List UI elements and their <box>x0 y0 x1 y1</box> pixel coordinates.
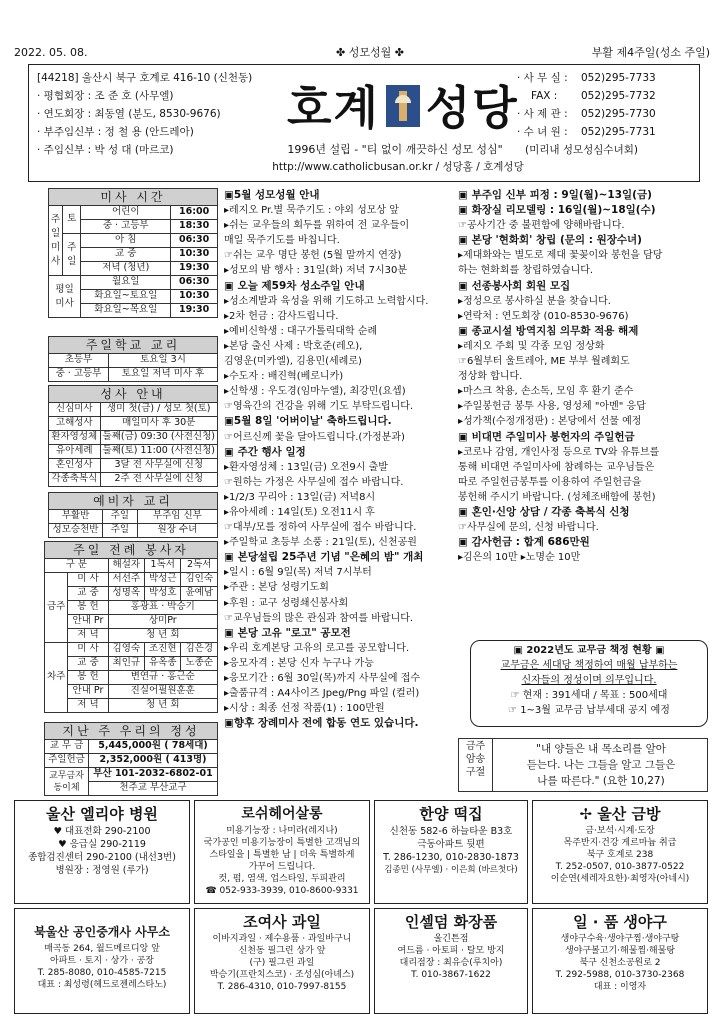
notice-line: ▸정성으로 봉사하실 분을 찾습니다. <box>458 295 611 307</box>
ad-fruit-shop: 조여사 과일 이바지과일 · 제수용품 · 과일바구니 신천동 필그린 상가 앞 (구) 필그린 과일 박승기(프란치스코) · 조성심(아녜스) T. 286-4310, 010-7997-8155 <box>194 908 370 1014</box>
notice-line: ▸주관 : 본당 성령기도회 <box>224 582 329 594</box>
notice-line: ▸성소계발과 육성을 위해 기도하고 노력합시다. <box>224 295 429 307</box>
notice-line: ▸코로나 감염, 개인사정 등으로 TV와 유튜브를 <box>458 446 660 458</box>
notice-line: ▸2차 헌금 : 감사드립니다. <box>224 310 339 322</box>
notice-line: ☞대부/모를 정하여 사무실에 접수 바랍니다. <box>224 522 417 534</box>
notice-line: ☞교우님들의 많은 관심과 참여를 바랍니다. <box>224 612 414 624</box>
established: 1996년 설립 - "티 없이 깨끗하신 성모 성심" <box>287 143 503 156</box>
rectory-phone: · 사 제 관 : 052)295-7730 <box>517 108 656 120</box>
notice-heading: ▣5월 성모성월 안내 <box>224 189 320 201</box>
notice-heading: ▣ 혼인·신앙 상담 / 각종 축복식 신청 <box>458 505 630 518</box>
notice-line: ☞쉬는 교우 명단 봉헌 (5월 말까지 연장) <box>224 250 402 262</box>
notice-line: ▸본당 출신 사제 : 박호준(레오), <box>224 340 363 352</box>
notice-heading: ▣ 본당 고유 "로고" 공모전 <box>224 626 351 639</box>
header-right <box>517 69 695 159</box>
funeral-leader: · 연도회장 : 최동열 (분도, 8530-9676) <box>37 108 221 120</box>
notice-line: ▸마스크 착용, 손소독, 모임 후 환기 준수 <box>458 386 634 398</box>
notice-line: ▸응모자격 : 본당 신자 누구나 가능 <box>224 657 374 669</box>
tithe-box: ▣ 2022년도 교무금 책정 현황 ▣ 교무금은 세대당 책정하여 매월 납부하는 신자들의 정성이며 의무입니다. ☞ 현재 : 391세대 / 목표 : 500세대 ☞ 1~3월 교무금 납부세대 공지 예정 <box>470 640 708 727</box>
notice-line: ☞6월부터 울트레아, ME 부부 월례회도 <box>458 356 630 368</box>
notice-line: 정상화 합니다. <box>458 371 523 383</box>
notice-line: ☞원하는 가정은 사무실에 접수 바랍니다. <box>224 476 404 488</box>
ad-rice-cake: 한양 떡집 신천동 582-6 하늘타운 B3호 극동아파트 뒷편 T. 286-1230, 010-2830-1873 김종민 (사무엘) · 이은희 (바르첫다) <box>374 800 528 904</box>
notice-line: ▸주일학교 초등부 소풍 : 21일(토), 신천공원 <box>224 537 417 549</box>
mass-table: 주 일 미 사 토 어린이 16:00 중 · 고등부 18:30 주 일 아 침 06:30 교 중 10:30 저녁 (청년) 19:30 평일 미사 월요일 06:30 화요일~토요일 10:30 화요일~목요일 19:30 <box>48 205 218 318</box>
notice-heading: ▣ 본당설립 25주년 기념 "은혜의 밤" 개최 <box>224 551 424 564</box>
notice-line: ▸레지오 Pr.별 묵주기도 : 야외 성모상 앞 <box>224 205 399 217</box>
servers-table: 주일 전례 봉사자 구 분 해설자 1독서 2독서 금주 미 사 서선주 박성근 김인숙 교 중 성명옥 박성호 윤예남 봉 헌 홍광표 · 박승기 안내 Pr 상미Pr 저 녁 청 년 회 차주 미 사 김영숙 조진현 김은경 교 중 최인규 유옥종 노종순 봉 헌 변연규 · 홍근순 안내 Pr 진실어필원훈훈 저 녁 청 년 회 <box>44 541 218 713</box>
notice-heading: ▣ 비대면 주일미사 봉헌자의 주일헌금 <box>458 430 635 443</box>
notice-line: ▸우리 호계본당 고유의 로고를 공모합니다. <box>224 642 410 654</box>
notice-line: 하는 현화회를 창립하였습니다. <box>458 265 594 277</box>
statue-icon <box>386 85 420 127</box>
mass-title: 미사 시간 <box>48 188 218 205</box>
assistant-priest: · 부주임신부 : 정 철 용 (안드레아) <box>37 126 194 138</box>
notice-line: ☞어르신께 꽃을 달아드립니다.(가정분과) <box>224 431 405 443</box>
month-title: ✤ 성모성월 ✤ <box>336 46 404 59</box>
notice-line: ▸신학생 : 우도경(임마누엘), 최강민(요셉) <box>224 386 406 398</box>
notice-line: ▸예비신학생 : 대구가톨릭대학 순례 <box>224 325 378 337</box>
header-box <box>28 64 700 182</box>
logo-text-left: 호계 <box>287 81 380 135</box>
notice-line: ▸시상 : 최종 선정 작품(1) : 100만원 <box>224 703 385 715</box>
notice-heading: ▣ 부주임 신부 피정 : 9일(월)~13일(금) <box>458 189 652 201</box>
mass-times <box>48 188 218 318</box>
notice-line: 봉헌해 주시기 바랍니다. (성체조배함에 봉헌) <box>458 491 656 503</box>
website[interactable]: http://www.catholicbusan.or.kr / 성당홈 / 호계성당 <box>272 161 524 173</box>
notice-line: 따로 주일헌금봉투를 이용하여 주일헌금을 <box>458 476 642 488</box>
ad-gold-shop: ✢ 울산 금방 금·보석·시계·도장 목주반지·건강 게르마늄 취급 북구 호계로 238 T. 252-0507, 010-3877-0522 이순연(세레자요한)·최영자(아네시) <box>532 800 708 904</box>
parish-logo <box>287 79 519 135</box>
fax: FAX : 052)295-7732 <box>531 90 656 102</box>
notice-line: ▸후원 : 교구 성령쇄신봉사회 <box>224 597 349 609</box>
bulletin-date: 2022. 05. 08. <box>14 46 88 59</box>
notice-line: ▸환자영성체 : 13일(금) 오전9시 출발 <box>224 461 388 473</box>
notice-line: ▸성모의 밤 행사 : 31일(화) 저녁 7시30분 <box>224 265 407 277</box>
middle-notices <box>224 188 456 731</box>
ad-restaurant: 일 ⋅ 품 생야구 생야구수육·생야구찜·생야구탕 생야구볼고기·해물찜·해물탕 북구 신천소공원로 2 T. 292-5988, 010-3730-2368 대표 : 이영자 <box>532 908 708 1014</box>
notice-line: ▸출품규격 : A4사이즈 Jpeg/Png 파일 (컬러) <box>224 688 420 700</box>
notice-line: 매일 묵주기도를 바칩니다. <box>224 235 340 247</box>
notice-line: ▸주일봉헌금 봉투 사용, 영성체 "아멘" 응답 <box>458 401 646 413</box>
memorize-verse: 금주 암송 구절 "내 양들은 내 목소리를 알아 듣는다. 나는 그들을 알고 그들은 나를 따른다." (요한 10,27) <box>458 738 708 792</box>
logo-text-right: 성당 <box>425 81 519 135</box>
ad-cosmetics: 인셀덤 화장품 울긴튼점 여드름 · 아토피 · 탈모 방지 대리점장 : 최유승(루치아) T. 010-3867-1622 <box>374 908 528 1014</box>
notice-line: ▸일시 : 6월 9일(목) 저녁 7시부터 <box>224 567 372 579</box>
notice-line: ☞공사기간 중 불편함에 양해바랍니다. <box>458 220 625 232</box>
sacrament-table: 성사 안내 신심미사 생미 첫(금) / 성모 첫(토) 고해성사 매일미사 후 30분 환자영성체 둘째(금) 09:30 (사전신청) 유아세례 둘째(토) 11:00 (사전신청) 혼인성사 3달 전 사무실에 신청 각종축복식 2주 전 사무실에 신청 <box>48 385 218 487</box>
notice-line: ▸수도자 : 배진혁(베로니카) <box>224 371 344 383</box>
right-notices <box>458 188 706 565</box>
notice-line: ▸제대화와는 별도로 제대 꽃꽂이와 봉헌을 담당 <box>458 250 663 262</box>
notice-line: ☞영육간의 건강을 위해 기도 부탁드립니다. <box>224 401 414 413</box>
notice-line: ▸레지오 주회 및 각종 모임 정상화 <box>458 340 605 352</box>
address: [44218] 울산시 북구 호계로 416-10 (신천동) <box>37 72 253 84</box>
ad-realty: 북울산 공인중개사 사무소 매곡동 264, 월드메르디앙 앞 아파트 · 토지 · 상가 · 공장 T. 285-8080, 010-4585-7215 대표 : 최성령(헤드로젠레스타노) <box>14 908 190 1014</box>
sunday-title: 부활 제4주일(성소 주일) <box>591 46 710 59</box>
ad-hospital: 울산 엘리야 병원 ♥ 대표전화 290-2100 ♥ 응급실 290-2119 종합검진센터 290-2100 (내선3번) 병원장 : 정영원 (루가) <box>14 800 190 904</box>
ad-hair-salon: 로쉬헤어살롱 미용기능장 : 나미라(레지나) 국가공인 미용기능장이 특별한 고객님의 스타일을 | 특별한 남 | 더욱 특별하게 가꾸어 드립니다. 컷, 펌, 염색, 업스타일, 두피관리 ☎ 052-933-3939, 010-8600-9331 <box>194 800 370 904</box>
notice-heading: ▣ 종교시설 방역지침 의무화 적용 해제 <box>458 324 639 337</box>
notice-line: ▸김은의 10만 ▸노명순 10만 <box>458 552 581 564</box>
notice-line: 통해 비대면 주일미사에 참례하는 교우님들은 <box>458 461 655 473</box>
notice-heading: ▣5월 8일 '어버이날' 축하드립니다. <box>224 415 392 428</box>
notice-line: 김영운(미카엘), 김용민(세례로) <box>224 356 362 368</box>
pastor: · 주임신부 : 박 성 대 (마르코) <box>37 144 174 156</box>
school-table: 주일학교 교리 초등부 토요일 3시 중 · 고등부 토요일 저녁 미사 후 <box>48 336 218 382</box>
notice-line: ▸성가책(수정개정판) : 본당에서 선물 예정 <box>458 416 642 428</box>
notice-heading: ▣ 본당 '현화회' 창립 (문의 : 원장수녀) <box>458 234 642 247</box>
header-left <box>37 69 267 159</box>
convent-name: (미리내 성모성심수녀회) <box>525 144 638 156</box>
office-phone: · 사 무 실 : 052)295-7733 <box>517 72 656 84</box>
notice-line: ▸유아세례 : 14일(토) 오전11시 후 <box>224 506 375 518</box>
notice-heading: ▣ 선종봉사회 회원 모집 <box>458 279 571 292</box>
finance-table: 지난 주 우리의 정성 교 무 금 5,445,000원 ( 78세대) 주일헌금 2,352,000원 ( 413명) 교무금자동이체 부산 101-2032-6802-01 천주교 부산교구 <box>44 722 218 796</box>
notice-line: ▸1/2/3 꾸리아 : 13일(금) 저녁8시 <box>224 491 376 503</box>
top-bar <box>14 44 710 64</box>
notice-heading: ▣ 오늘 제59차 성소주일 안내 <box>224 279 365 292</box>
convent-phone: · 수 녀 원 : 052)295-7731 <box>517 126 656 138</box>
council-president: · 평협회장 : 조 준 호 (사무엘) <box>37 90 174 102</box>
notice-heading: ▣ 주간 행사 일정 <box>224 445 306 458</box>
notice-heading: ▣향후 장례미사 전에 합동 연도 있습니다. <box>224 717 419 730</box>
notice-line: ▸연락처 : 연도회장 (010-8530-9676) <box>458 310 629 322</box>
notice-line: ▸쉬는 교우들의 회두를 위하여 전 교우들이 <box>224 220 410 232</box>
notice-heading: ▣ 감사헌금 : 합계 686만원 <box>458 536 590 549</box>
notice-heading: ▣ 화장실 리모델링 : 16일(월)~18일(수) <box>458 204 656 217</box>
notice-line: ☞사무실에 문의, 신청 바랍니다. <box>458 522 599 534</box>
catechumen-table: 예비자 교리 부활반 주일 부주임 신부 성모승천반 주일 원장 수녀 <box>48 492 218 538</box>
notice-line: ▸응모기간 : 6월 30일(목)까지 사무실에 접수 <box>224 673 421 684</box>
